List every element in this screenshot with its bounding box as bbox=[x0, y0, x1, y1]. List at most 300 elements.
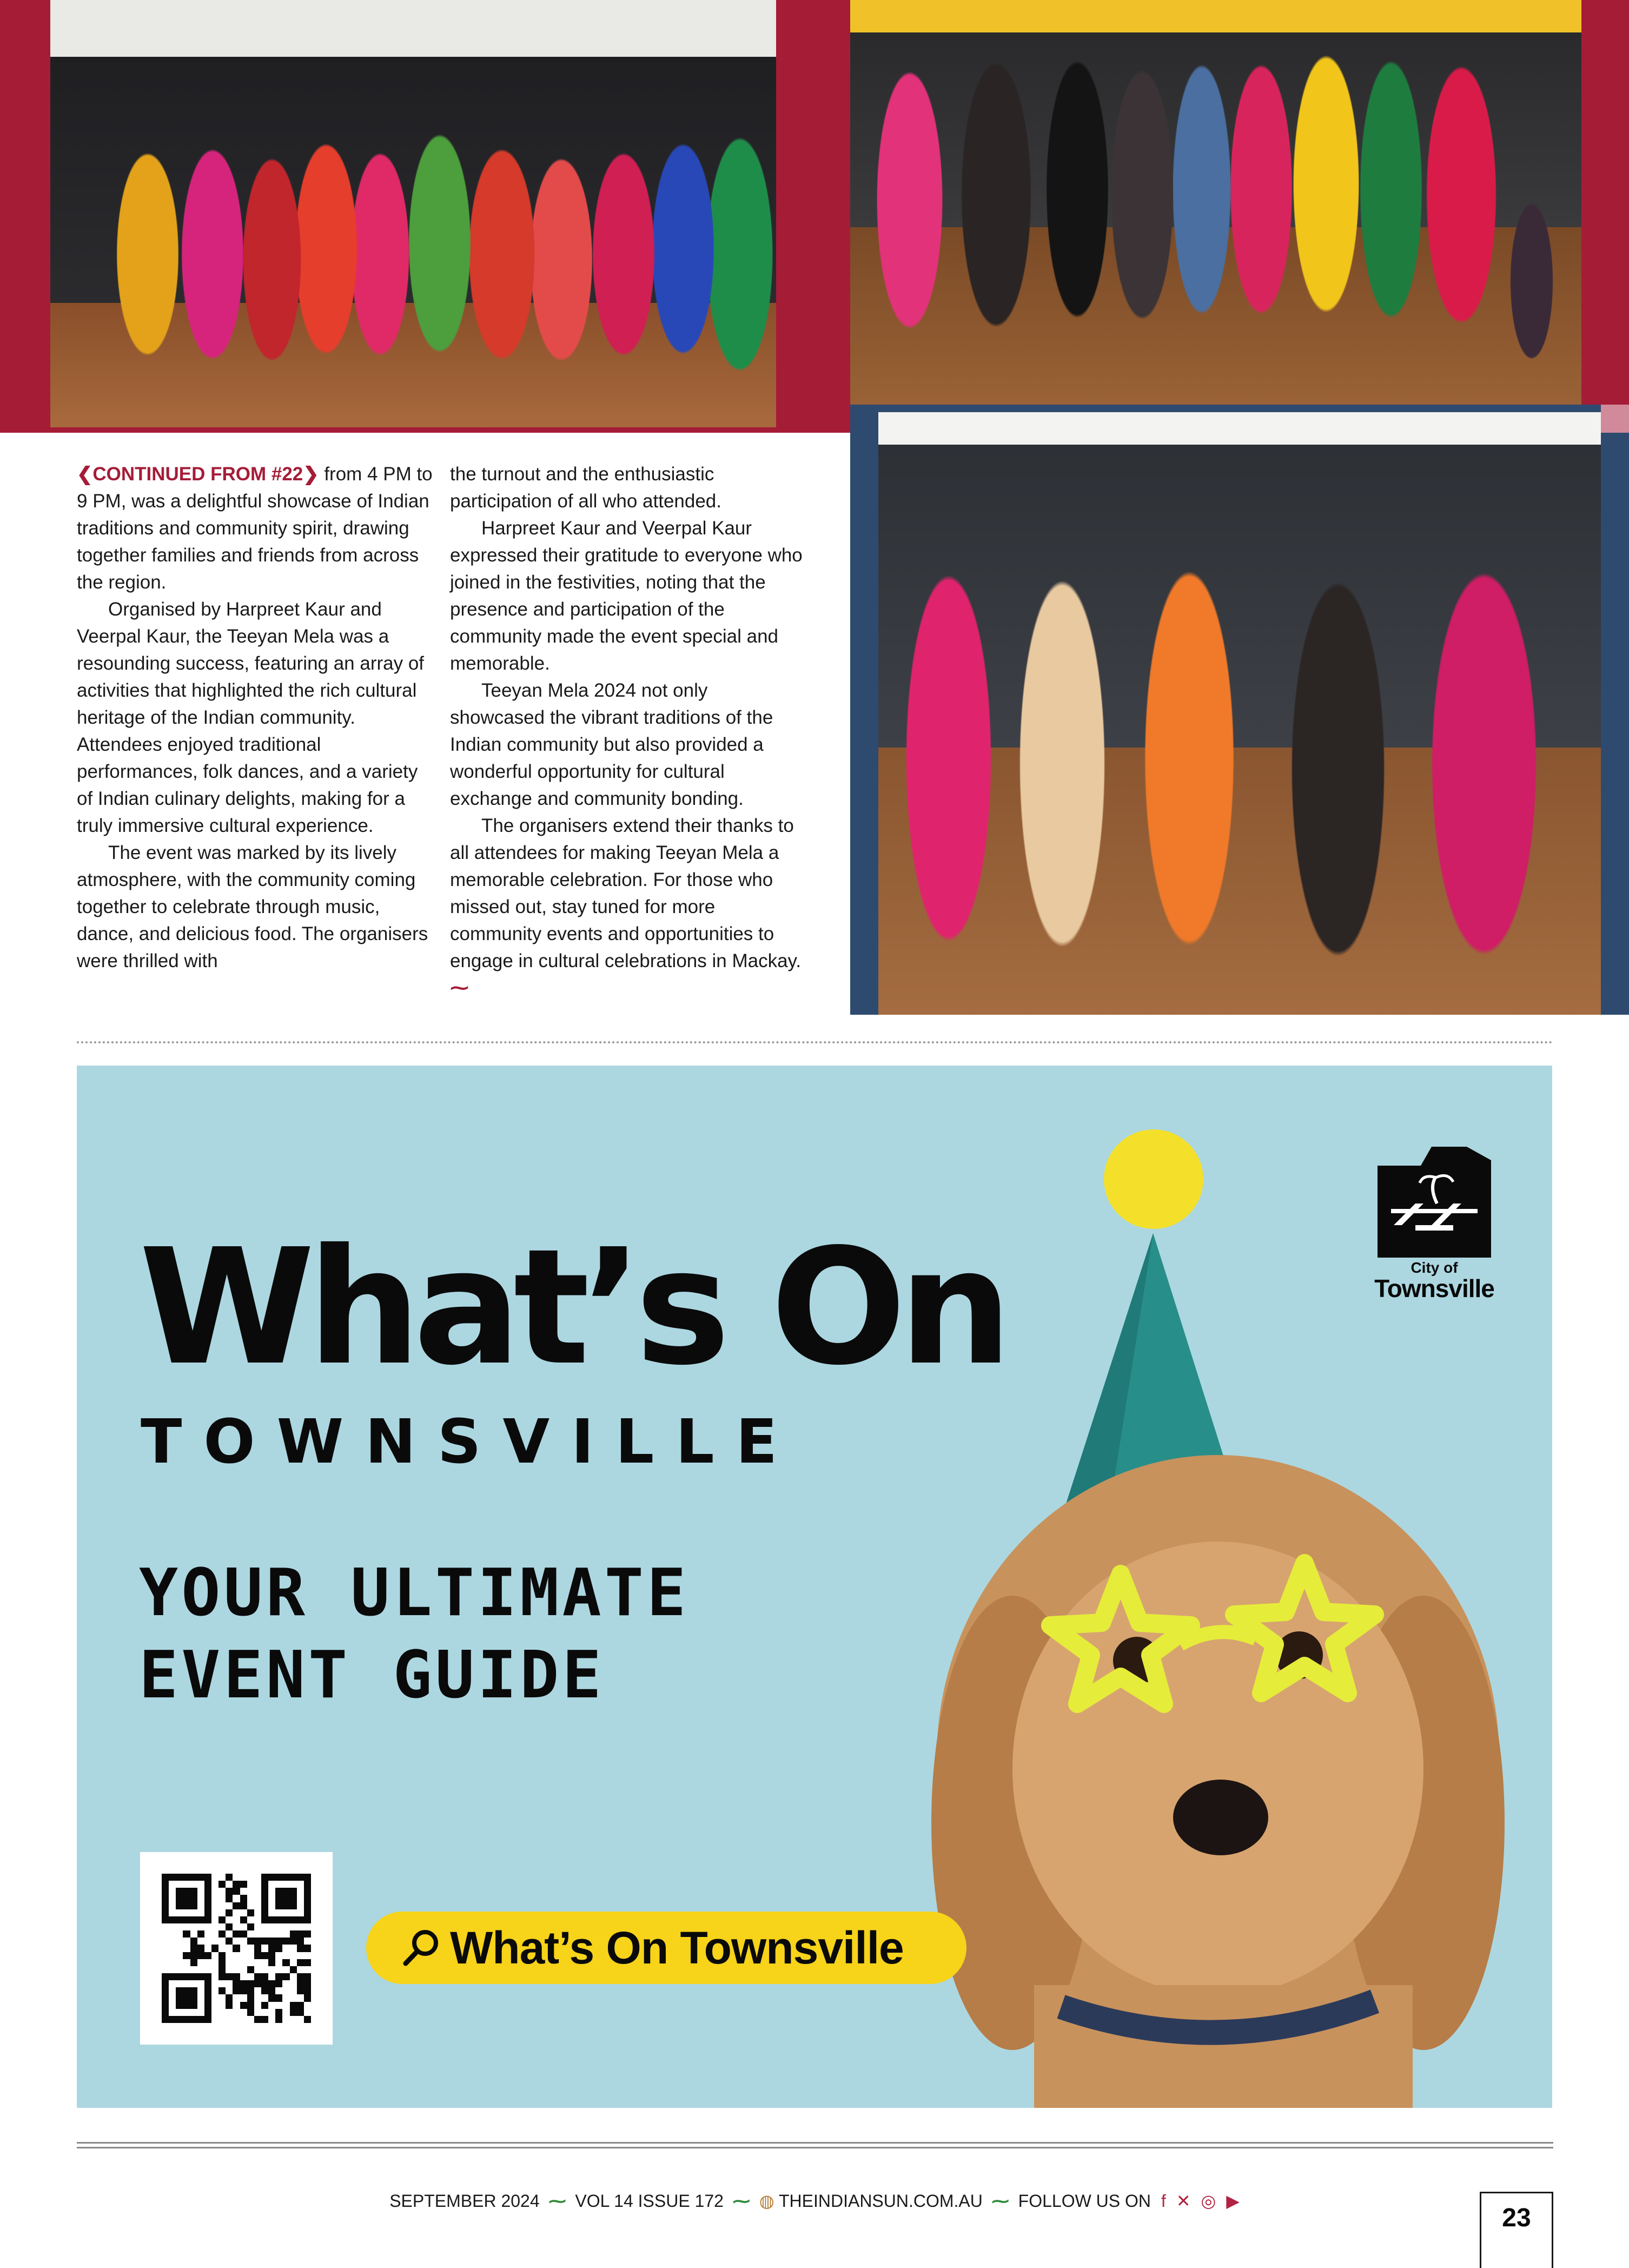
qr-module bbox=[261, 2009, 268, 2016]
qr-module bbox=[169, 2009, 176, 2016]
qr-module bbox=[290, 1888, 297, 1895]
qr-module bbox=[218, 1987, 226, 1994]
pink-accent bbox=[1601, 405, 1629, 433]
qr-module bbox=[254, 1945, 261, 1952]
qr-module bbox=[261, 1980, 268, 1987]
advert-title: What’s On bbox=[139, 1214, 1005, 1400]
qr-module bbox=[304, 1874, 311, 1881]
qr-module bbox=[297, 1959, 304, 1966]
qr-module bbox=[247, 1973, 254, 1980]
qr-module bbox=[183, 1994, 190, 2001]
qr-module bbox=[240, 1980, 247, 1987]
qr-module bbox=[261, 1959, 268, 1966]
qr-module bbox=[290, 1945, 297, 1952]
qr-module bbox=[218, 1916, 226, 1923]
qr-module bbox=[240, 1987, 247, 1994]
facebook-icon[interactable]: f bbox=[1161, 2191, 1166, 2211]
qr-module bbox=[197, 1930, 204, 1938]
qr-module bbox=[233, 1888, 240, 1895]
qr-module bbox=[226, 1987, 233, 1994]
qr-module bbox=[204, 1938, 211, 1945]
qr-module bbox=[197, 1909, 204, 1916]
qr-module bbox=[282, 1930, 289, 1938]
qr-module bbox=[297, 1874, 304, 1881]
qr-module bbox=[304, 1966, 311, 1973]
qr-module bbox=[190, 1916, 197, 1923]
qr-module bbox=[282, 1952, 289, 1959]
qr-module bbox=[197, 1902, 204, 1909]
qr-module bbox=[290, 2016, 297, 2023]
qr-module bbox=[176, 1930, 183, 1938]
qr-module bbox=[162, 1895, 169, 1902]
photo-group-women bbox=[850, 0, 1581, 405]
qr-module bbox=[183, 2009, 190, 2016]
qr-module bbox=[261, 1923, 268, 1930]
qr-module bbox=[282, 1874, 289, 1881]
qr-module bbox=[304, 1994, 311, 2001]
qr-module bbox=[183, 1980, 190, 1987]
qr-module bbox=[218, 1994, 226, 2001]
qr-module bbox=[304, 1923, 311, 1930]
qr-module bbox=[240, 1930, 247, 1938]
qr-module bbox=[275, 1881, 282, 1888]
qr-module bbox=[183, 1973, 190, 1980]
qr-module bbox=[297, 1888, 304, 1895]
qr-module bbox=[226, 1909, 233, 1916]
qr-module bbox=[226, 1874, 233, 1881]
qr-module bbox=[162, 1916, 169, 1923]
qr-module bbox=[226, 1973, 233, 1980]
qr-module bbox=[162, 1959, 169, 1966]
qr-module bbox=[268, 1888, 275, 1895]
qr-module bbox=[190, 1874, 197, 1881]
qr-module bbox=[275, 1952, 282, 1959]
qr-module bbox=[162, 1930, 169, 1938]
qr-module bbox=[247, 1881, 254, 1888]
qr-module bbox=[268, 1994, 275, 2001]
qr-module bbox=[297, 1952, 304, 1959]
qr-module bbox=[275, 1930, 282, 1938]
qr-module bbox=[204, 1994, 211, 2001]
qr-module bbox=[162, 2016, 169, 2023]
qr-module bbox=[169, 1930, 176, 1938]
qr-module bbox=[268, 1980, 275, 1987]
qr-module bbox=[290, 1930, 297, 1938]
qr-module bbox=[297, 1895, 304, 1902]
qr-module bbox=[304, 1959, 311, 1966]
qr-module bbox=[183, 1938, 190, 1945]
qr-module bbox=[240, 1888, 247, 1895]
qr-module bbox=[204, 1874, 211, 1881]
qr-module bbox=[240, 1881, 247, 1888]
qr-module bbox=[176, 1994, 183, 2001]
qr-module bbox=[275, 2009, 282, 2016]
qr-module bbox=[240, 1874, 247, 1881]
qr-module bbox=[297, 1980, 304, 1987]
qr-module bbox=[304, 1902, 311, 1909]
qr-module bbox=[169, 1994, 176, 2001]
qr-module bbox=[254, 2009, 261, 2016]
qr-module bbox=[169, 1938, 176, 1945]
qr-module bbox=[233, 1994, 240, 2001]
qr-module bbox=[183, 1930, 190, 1938]
qr-module bbox=[226, 1945, 233, 1952]
qr-module bbox=[197, 1923, 204, 1930]
qr-module bbox=[290, 1874, 297, 1881]
qr-module bbox=[190, 1987, 197, 1994]
qr-module bbox=[226, 1902, 233, 1909]
qr-module bbox=[254, 1952, 261, 1959]
qr-module bbox=[247, 1945, 254, 1952]
qr-module bbox=[304, 2002, 311, 2009]
qr-module bbox=[268, 1945, 275, 1952]
qr-module bbox=[169, 1902, 176, 1909]
qr-module bbox=[204, 1916, 211, 1923]
qr-module bbox=[197, 1895, 204, 1902]
whats-on-advert[interactable] bbox=[77, 1066, 1552, 2108]
qr-module bbox=[282, 2016, 289, 2023]
qr-module bbox=[226, 1938, 233, 1945]
qr-module bbox=[275, 1916, 282, 1923]
maroon-frame-bottom bbox=[0, 427, 850, 433]
qr-module bbox=[169, 1959, 176, 1966]
qr-module bbox=[204, 1909, 211, 1916]
qr-module bbox=[211, 1930, 218, 1938]
qr-module bbox=[268, 1966, 275, 1973]
article-paragraph: The event was marked by its lively atmosphere, with the community coming together to celebrate through music, dance, and delicious food. The organisers were thrilled with bbox=[77, 842, 428, 971]
qr-module bbox=[183, 1874, 190, 1881]
separator-icon: ⁓ bbox=[732, 2191, 750, 2211]
qr-module bbox=[211, 1881, 218, 1888]
qr-module bbox=[254, 2016, 261, 2023]
qr-module bbox=[268, 2002, 275, 2009]
qr-module bbox=[218, 1980, 226, 1987]
qr-module bbox=[204, 1923, 211, 1930]
qr-module bbox=[304, 2009, 311, 2016]
qr-module bbox=[218, 1938, 226, 1945]
qr-module bbox=[261, 2016, 268, 2023]
whats-on-search-button[interactable] bbox=[366, 1912, 966, 1984]
qr-module bbox=[190, 1895, 197, 1902]
qr-module bbox=[233, 1959, 240, 1966]
qr-module bbox=[268, 1987, 275, 1994]
qr-module bbox=[211, 1888, 218, 1895]
qr-module bbox=[211, 2016, 218, 2023]
qr-module bbox=[261, 1973, 268, 1980]
section-divider bbox=[77, 1041, 1553, 1043]
qr-module bbox=[211, 1902, 218, 1909]
townsville-logo-icon bbox=[1372, 1144, 1496, 1258]
qr-module bbox=[247, 1938, 254, 1945]
qr-module bbox=[297, 2009, 304, 2016]
qr-module bbox=[233, 1902, 240, 1909]
qr-module bbox=[290, 1959, 297, 1966]
qr-module bbox=[183, 1881, 190, 1888]
advert-tagline: YOUR ULTIMATE EVENT GUIDE bbox=[139, 1556, 690, 1713]
qr-module bbox=[169, 1909, 176, 1916]
qr-module bbox=[268, 1881, 275, 1888]
qr-module bbox=[261, 2002, 268, 2009]
qr-module bbox=[297, 1966, 304, 1973]
search-icon bbox=[401, 1928, 441, 1968]
qr-module bbox=[275, 1874, 282, 1881]
qr-module bbox=[254, 1930, 261, 1938]
qr-module bbox=[176, 1980, 183, 1987]
footer-website-link[interactable]: THEINDIANSUN.COM.AU bbox=[778, 2191, 983, 2211]
qr-module bbox=[197, 1980, 204, 1987]
qr-module bbox=[282, 1923, 289, 1930]
qr-module bbox=[226, 1916, 233, 1923]
article-paragraph: The organisers extend their thanks to all attendees for making Teeyan Mela a memorable celebration. For those who missed out, stay tuned for more community events and opportunities to engage in cultural celebrations in Mackay. ⁓ bbox=[450, 815, 802, 999]
qr-module bbox=[297, 2016, 304, 2023]
advert-subtitle: TOWNSVILLE bbox=[141, 1407, 799, 1477]
qr-module bbox=[176, 2009, 183, 2016]
qr-module bbox=[247, 1923, 254, 1930]
qr-module bbox=[268, 1895, 275, 1902]
article-column-2 bbox=[450, 461, 807, 1002]
footer-follow-label: FOLLOW US ON bbox=[1018, 2191, 1151, 2211]
qr-module bbox=[261, 1902, 268, 1909]
qr-module bbox=[247, 1966, 254, 1973]
qr-module bbox=[197, 1966, 204, 1973]
qr-module bbox=[204, 1902, 211, 1909]
qr-module bbox=[218, 2009, 226, 2016]
qr-module bbox=[290, 1902, 297, 1909]
qr-module bbox=[169, 1874, 176, 1881]
qr-module bbox=[275, 1959, 282, 1966]
qr-module bbox=[261, 1987, 268, 1994]
qr-module bbox=[211, 1945, 218, 1952]
qr-module bbox=[190, 1994, 197, 2001]
qr-module bbox=[162, 1888, 169, 1895]
qr-module bbox=[297, 1987, 304, 1994]
qr-code-pattern bbox=[162, 1874, 311, 2023]
qr-module bbox=[226, 1895, 233, 1902]
qr-module bbox=[254, 1980, 261, 1987]
qr-module bbox=[190, 1980, 197, 1987]
qr-module bbox=[290, 1881, 297, 1888]
qr-module bbox=[290, 1966, 297, 1973]
qr-module bbox=[204, 2009, 211, 2016]
qr-module bbox=[247, 1959, 254, 1966]
qr-module bbox=[233, 1881, 240, 1888]
qr-module bbox=[190, 1902, 197, 1909]
article-paragraph: Harpreet Kaur and Veerpal Kaur expressed their gratitude to everyone who joined in the festivities, noting that the presence and participation of the community made the event special and memorable. bbox=[450, 518, 803, 674]
qr-module bbox=[268, 2016, 275, 2023]
qr-module bbox=[226, 1923, 233, 1930]
article-paragraph: Organised by Harpreet Kaur and Veerpal Kaur, the Teeyan Mela was a resounding success, featuring an array of activities that highlighted the rich cultural heritage of the Indian community. Attendees enjoyed traditional performances, folk dances, and a variety of Indian culinary delights, making for a truly immersive cultural experience. bbox=[77, 599, 425, 836]
qr-module bbox=[275, 2016, 282, 2023]
qr-module bbox=[176, 2002, 183, 2009]
qr-module bbox=[275, 1973, 282, 1980]
qr-module bbox=[247, 1930, 254, 1938]
qr-module bbox=[282, 1987, 289, 1994]
qr-module bbox=[304, 1916, 311, 1923]
qr-module bbox=[211, 1909, 218, 1916]
city-of-townsville-logo bbox=[1372, 1144, 1496, 1306]
x-icon[interactable]: ✕ bbox=[1176, 2191, 1191, 2211]
qr-module bbox=[204, 1980, 211, 1987]
qr-module bbox=[282, 2002, 289, 2009]
qr-module bbox=[226, 2009, 233, 2016]
globe-icon: ◍ bbox=[759, 2191, 774, 2211]
qr-module bbox=[233, 2009, 240, 2016]
qr-module bbox=[211, 1980, 218, 1987]
footer-divider bbox=[77, 2142, 1553, 2148]
qr-module bbox=[254, 1902, 261, 1909]
qr-module bbox=[197, 2009, 204, 2016]
qr-module bbox=[275, 1902, 282, 1909]
qr-module bbox=[240, 1902, 247, 1909]
qr-module bbox=[268, 1902, 275, 1909]
qr-module bbox=[275, 1980, 282, 1987]
qr-module bbox=[226, 1959, 233, 1966]
instagram-icon[interactable]: ◎ bbox=[1201, 2191, 1216, 2211]
qr-module bbox=[204, 1952, 211, 1959]
qr-module bbox=[282, 1959, 289, 1966]
qr-module bbox=[247, 2009, 254, 2016]
qr-module bbox=[218, 1895, 226, 1902]
qr-module bbox=[176, 1938, 183, 1945]
qr-module bbox=[254, 1916, 261, 1923]
qr-module bbox=[261, 1938, 268, 1945]
qr-module bbox=[304, 1888, 311, 1895]
qr-module bbox=[247, 1980, 254, 1987]
qr-module bbox=[268, 1930, 275, 1938]
qr-module bbox=[304, 1980, 311, 1987]
qr-code[interactable] bbox=[140, 1852, 333, 2045]
separator-icon: ⁓ bbox=[548, 2191, 566, 2211]
qr-module bbox=[254, 1938, 261, 1945]
qr-module bbox=[176, 1952, 183, 1959]
qr-module bbox=[240, 1938, 247, 1945]
qr-module bbox=[261, 1966, 268, 1973]
qr-module bbox=[275, 1966, 282, 1973]
qr-module bbox=[176, 2016, 183, 2023]
qr-module bbox=[197, 1959, 204, 1966]
qr-module bbox=[268, 1952, 275, 1959]
continued-from-link[interactable]: ❮CONTINUED FROM #22❯ bbox=[77, 464, 319, 485]
qr-module bbox=[275, 1938, 282, 1945]
qr-module bbox=[304, 2016, 311, 2023]
qr-module bbox=[211, 1895, 218, 1902]
logo-city-of: City of bbox=[1411, 1259, 1458, 1276]
qr-module bbox=[261, 1930, 268, 1938]
qr-module bbox=[190, 1881, 197, 1888]
qr-module bbox=[169, 1895, 176, 1902]
qr-module bbox=[176, 1959, 183, 1966]
qr-module bbox=[211, 1994, 218, 2001]
qr-module bbox=[226, 1952, 233, 1959]
qr-module bbox=[297, 1881, 304, 1888]
qr-module bbox=[268, 1909, 275, 1916]
qr-module bbox=[176, 1987, 183, 1994]
qr-module bbox=[197, 2016, 204, 2023]
qr-module bbox=[282, 1895, 289, 1902]
page-footer bbox=[0, 2191, 1629, 2211]
qr-module bbox=[218, 1902, 226, 1909]
qr-module bbox=[162, 1973, 169, 1980]
qr-module bbox=[304, 1938, 311, 1945]
qr-module bbox=[282, 1994, 289, 2001]
qr-module bbox=[275, 1987, 282, 1994]
qr-module bbox=[218, 1923, 226, 1930]
page-number: 23 bbox=[1480, 2192, 1553, 2268]
qr-module bbox=[268, 1916, 275, 1923]
qr-module bbox=[233, 1973, 240, 1980]
qr-module bbox=[218, 1945, 226, 1952]
qr-module bbox=[218, 2016, 226, 2023]
qr-module bbox=[290, 1952, 297, 1959]
qr-module bbox=[297, 1994, 304, 2001]
qr-module bbox=[162, 2009, 169, 2016]
qr-module bbox=[290, 2002, 297, 2009]
qr-module bbox=[240, 1945, 247, 1952]
qr-module bbox=[162, 1952, 169, 1959]
qr-module bbox=[290, 1980, 297, 1987]
qr-module bbox=[204, 1888, 211, 1895]
youtube-icon[interactable]: ▶ bbox=[1226, 2191, 1240, 2211]
qr-module bbox=[183, 1952, 190, 1959]
qr-module bbox=[261, 1881, 268, 1888]
qr-module bbox=[204, 1895, 211, 1902]
qr-module bbox=[197, 1916, 204, 1923]
qr-module bbox=[204, 1930, 211, 1938]
qr-module bbox=[176, 1895, 183, 1902]
qr-module bbox=[162, 1980, 169, 1987]
qr-module bbox=[211, 1923, 218, 1930]
qr-module bbox=[254, 2002, 261, 2009]
qr-module bbox=[211, 2009, 218, 2016]
qr-module bbox=[268, 1973, 275, 1980]
qr-module bbox=[254, 1987, 261, 1994]
qr-module bbox=[247, 2002, 254, 2009]
qr-module bbox=[183, 1945, 190, 1952]
search-label: What’s On Townsville bbox=[450, 1922, 904, 1973]
qr-module bbox=[190, 1923, 197, 1930]
qr-module bbox=[233, 1909, 240, 1916]
qr-module bbox=[233, 1916, 240, 1923]
qr-module bbox=[190, 1930, 197, 1938]
qr-module bbox=[197, 1945, 204, 1952]
qr-module bbox=[247, 1902, 254, 1909]
qr-module bbox=[290, 1916, 297, 1923]
qr-module bbox=[247, 1952, 254, 1959]
qr-module bbox=[304, 1952, 311, 1959]
qr-module bbox=[176, 1923, 183, 1930]
qr-module bbox=[233, 1930, 240, 1938]
qr-module bbox=[197, 1987, 204, 1994]
qr-module bbox=[233, 1966, 240, 1973]
qr-module bbox=[226, 1994, 233, 2001]
qr-module bbox=[282, 1888, 289, 1895]
qr-module bbox=[261, 1888, 268, 1895]
qr-module bbox=[254, 1909, 261, 1916]
qr-module bbox=[226, 1888, 233, 1895]
qr-module bbox=[162, 1923, 169, 1930]
qr-module bbox=[162, 1874, 169, 1881]
qr-module bbox=[290, 1909, 297, 1916]
qr-module bbox=[197, 1952, 204, 1959]
qr-module bbox=[233, 1980, 240, 1987]
qr-module bbox=[197, 1881, 204, 1888]
qr-module bbox=[247, 1987, 254, 1994]
qr-module bbox=[297, 1973, 304, 1980]
article-paragraph: ❮CONTINUED FROM #22❯ from 4 PM to 9 PM, was a delightful showcase of Indian traditions and community spirit, drawing together families and friends from across the region. bbox=[77, 464, 433, 593]
qr-module bbox=[169, 1881, 176, 1888]
qr-module bbox=[282, 1980, 289, 1987]
qr-module bbox=[169, 1888, 176, 1895]
